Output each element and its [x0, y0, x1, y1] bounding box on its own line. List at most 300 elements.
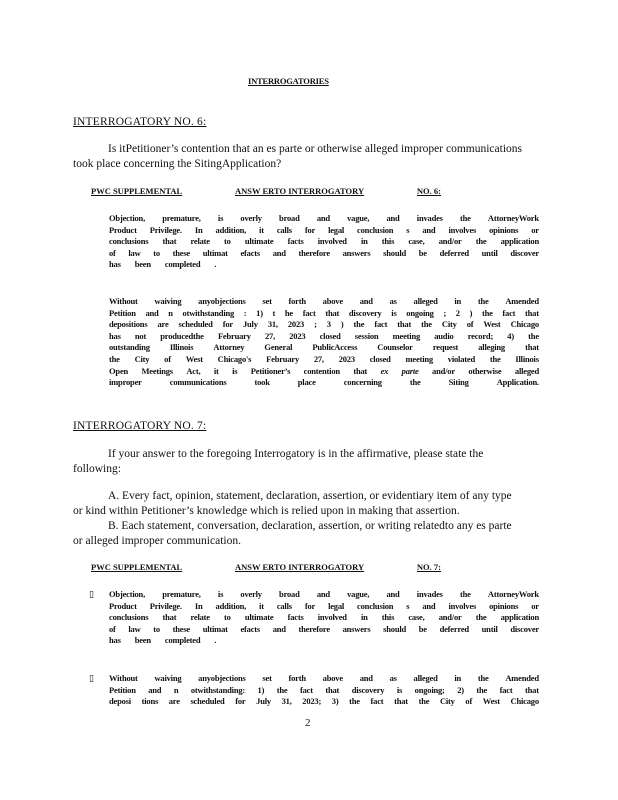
word: discovery — [351, 684, 385, 695]
bullet-icon: ▯ — [89, 589, 94, 599]
word: has — [109, 330, 121, 341]
word: audio — [434, 330, 454, 341]
word: Product — [109, 224, 137, 235]
word: to — [153, 623, 160, 634]
word: addition, — [215, 600, 247, 611]
word: 3 — [326, 319, 331, 330]
word: efacts — [240, 623, 261, 634]
word: involved — [317, 236, 347, 247]
word: of — [465, 696, 473, 707]
word: law — [128, 623, 141, 634]
word: Chicago's — [217, 353, 252, 364]
word: the — [276, 684, 288, 695]
bullet-icon: ▯ — [89, 673, 94, 683]
word: Attorney — [213, 342, 245, 353]
word: discovery — [348, 307, 382, 318]
word: ongoing; — [414, 684, 445, 695]
word: ) — [340, 319, 344, 330]
word: General — [264, 342, 293, 353]
question-line-text: If your answer to the foregoing Interrogatory is in the affirmative, please state the — [108, 448, 484, 460]
word: until — [481, 247, 498, 258]
word: Meetings — [141, 365, 173, 376]
word: and — [316, 589, 330, 599]
word: is — [232, 365, 238, 376]
word: case, — [408, 236, 425, 247]
word: Open — [109, 365, 129, 376]
word: Illinois — [169, 342, 194, 353]
word: facts — [287, 236, 304, 247]
word: otherwise — [468, 365, 502, 376]
question-line-text: or alleged improper communication. — [73, 535, 241, 547]
word: and — [316, 213, 330, 223]
word: West — [185, 353, 203, 364]
word: Act, — [186, 365, 201, 376]
word: otwithstanding: — [190, 684, 246, 695]
word: that — [525, 307, 539, 318]
word: 4) — [507, 330, 514, 341]
response-line — [109, 331, 539, 343]
word: and — [422, 224, 436, 235]
word: to — [153, 247, 160, 258]
word: be — [418, 247, 427, 258]
word: meeting — [392, 330, 421, 341]
word: the — [477, 673, 489, 683]
word: AttorneyWork — [487, 589, 539, 599]
word: opinions — [489, 600, 519, 611]
word: calls — [276, 224, 292, 235]
word: answers — [342, 623, 371, 634]
word: parte — [401, 365, 419, 376]
response-line — [109, 685, 539, 697]
word: for — [222, 319, 233, 330]
response-6-contention — [109, 296, 539, 389]
interrogatory-7-question — [73, 448, 541, 550]
word: conclusion — [357, 224, 394, 235]
response-line — [109, 296, 539, 308]
word: and — [148, 684, 162, 695]
response-line — [109, 225, 539, 237]
word: ; — [443, 307, 447, 318]
word: 2023 — [289, 330, 306, 341]
word: that — [162, 612, 177, 623]
word: should — [383, 623, 407, 634]
word: premature, — [162, 589, 201, 599]
response-line — [109, 635, 539, 647]
word: depositions — [109, 319, 148, 330]
interrogatory-7-label: INTERROGATORY NO. 7: — [73, 420, 207, 432]
word: for — [304, 600, 316, 611]
word: it — [259, 600, 264, 611]
word: Objection, — [109, 213, 146, 223]
word: 1) — [256, 307, 263, 318]
word: is — [391, 307, 397, 318]
word: 2023 — [338, 353, 355, 364]
word: broad — [279, 589, 300, 599]
word: until — [481, 623, 498, 634]
word: are — [157, 319, 169, 330]
word: ; — [314, 319, 317, 330]
word: fact — [302, 307, 316, 318]
word: ultimate — [244, 612, 274, 623]
word: and — [422, 600, 436, 611]
word: and — [386, 589, 400, 599]
word: In — [194, 600, 203, 611]
word: Amended — [505, 296, 539, 306]
word: ) — [469, 307, 473, 318]
word: conclusion — [357, 600, 394, 611]
word: n — [173, 684, 179, 695]
word: involves — [448, 600, 477, 611]
word: February — [266, 353, 299, 364]
word: July — [242, 319, 258, 330]
word: invades — [416, 213, 443, 223]
word: PublicAccess — [312, 342, 358, 353]
word: to — [224, 236, 231, 247]
word: in — [454, 673, 462, 683]
word: set — [262, 296, 272, 306]
word: ultimat — [202, 247, 228, 258]
word: overly — [240, 213, 262, 223]
word: alleged — [413, 296, 438, 306]
word: In — [194, 224, 203, 235]
word: and — [272, 247, 286, 258]
word: been — [134, 259, 151, 270]
word: conclusions — [109, 612, 149, 623]
word: Privilege. — [149, 224, 182, 235]
word: has — [109, 635, 121, 646]
word: Privilege. — [149, 600, 182, 611]
word: is — [217, 213, 224, 223]
word: conclusions — [109, 236, 149, 247]
word: fact — [499, 684, 513, 695]
word: request — [432, 342, 459, 353]
word: ongoing — [406, 307, 434, 318]
question-line — [73, 490, 541, 505]
word: in — [360, 236, 368, 247]
word: vague, — [347, 213, 370, 223]
word: Illinois — [515, 353, 539, 364]
word: alleging — [478, 342, 505, 353]
word: tions — [141, 696, 159, 707]
word: discover — [510, 247, 539, 258]
word: Chicago — [510, 319, 539, 330]
response-line — [109, 612, 539, 624]
page-number: 2 — [305, 717, 311, 729]
word: premature, — [162, 213, 201, 223]
question-line — [73, 143, 541, 158]
response-heading-mid: ANSW ERTO INTERROGATORY — [235, 562, 365, 572]
word: Application. — [496, 377, 539, 388]
word: . — [214, 259, 217, 270]
question-line-text: following: — [73, 463, 121, 475]
response-line — [109, 696, 539, 708]
word: should — [383, 247, 407, 258]
word: invades — [416, 589, 443, 599]
response-line — [109, 213, 539, 225]
word: overly — [240, 589, 262, 599]
word: 31, — [281, 696, 292, 707]
word: communications — [169, 377, 227, 388]
word: s — [406, 600, 410, 611]
word: scheduled — [190, 696, 225, 707]
word: is — [217, 589, 224, 599]
word: that — [525, 342, 539, 353]
word: involved — [317, 612, 347, 623]
word: Product — [109, 600, 137, 611]
word: been — [134, 635, 151, 646]
word: fact — [374, 319, 388, 330]
word: 3) — [331, 696, 339, 707]
word: otwithstanding — [182, 307, 235, 318]
word: therefore — [298, 623, 330, 634]
word: and — [359, 673, 373, 683]
word: law — [128, 247, 141, 258]
word: waiving — [154, 673, 182, 683]
response-heading-left: PWC SUPPLEMENTAL — [91, 186, 183, 196]
response-7-contention — [109, 673, 539, 708]
word: case, — [408, 612, 425, 623]
word: the — [418, 696, 430, 707]
word: and/or — [438, 612, 462, 623]
word: that — [162, 236, 177, 247]
word: that — [525, 684, 539, 695]
question-line-text: Is itPetitioner’s contention that an es parte or otherwise alleged improper communications — [108, 143, 522, 155]
word: producedthe — [160, 330, 204, 341]
word: or — [531, 224, 539, 235]
question-line — [73, 535, 541, 550]
question-line-text: took place concerning the SitingApplication? — [73, 158, 282, 170]
word: place — [297, 377, 316, 388]
response-line — [109, 354, 539, 366]
word: it — [213, 365, 219, 376]
word: alleged — [413, 673, 438, 683]
word: Petition — [109, 307, 136, 318]
word: AttorneyWork — [487, 213, 539, 223]
word: Objection, — [109, 589, 146, 599]
response-line — [109, 308, 539, 320]
word: set — [262, 673, 272, 683]
word: opinions — [489, 224, 519, 235]
word: that — [325, 307, 340, 318]
word: outstanding — [109, 342, 150, 353]
word: Without — [109, 673, 138, 683]
word: discover — [510, 623, 539, 634]
response-heading-right: NO. 6: — [416, 186, 441, 196]
word: these — [172, 623, 191, 634]
word: of — [109, 247, 116, 258]
word: and/or — [432, 365, 455, 376]
word: vague, — [347, 589, 370, 599]
word: City — [441, 319, 457, 330]
response-line — [109, 377, 539, 389]
word: 27, — [265, 330, 276, 341]
word: meeting — [405, 353, 433, 364]
word: record; — [467, 330, 494, 341]
word: the — [349, 696, 360, 707]
word: above — [322, 296, 343, 306]
word: efacts — [240, 247, 261, 258]
response-line — [109, 366, 539, 378]
word: for — [235, 696, 246, 707]
word: addition, — [215, 224, 247, 235]
word: forth — [288, 296, 306, 306]
word: of — [164, 353, 171, 364]
word: deferred — [439, 623, 469, 634]
word: as — [389, 296, 397, 306]
word: application — [500, 612, 539, 623]
interrogatory-6-question — [73, 143, 541, 173]
word: July — [256, 696, 271, 707]
word: deposi — [109, 696, 131, 707]
word: 27, — [313, 353, 324, 364]
response-6-objection — [109, 213, 539, 271]
word: the — [481, 307, 493, 318]
word: 31, — [267, 319, 278, 330]
word: 2) — [457, 684, 464, 695]
response-line — [109, 319, 539, 331]
word: fact — [502, 307, 516, 318]
word: not — [134, 330, 147, 341]
response-6-heading — [91, 186, 441, 196]
word: and — [272, 623, 286, 634]
word: fact — [370, 696, 384, 707]
response-heading-right: NO. 7: — [416, 562, 441, 572]
word: deferred — [439, 247, 469, 258]
word: the — [459, 213, 471, 223]
word: the — [109, 353, 120, 364]
response-line — [109, 259, 539, 271]
question-line — [73, 463, 541, 478]
word: concerning — [343, 377, 382, 388]
word: Siting — [448, 377, 469, 388]
word: ex — [380, 365, 389, 376]
word: involves — [448, 224, 477, 235]
word: City — [134, 353, 150, 364]
word: alleged — [514, 365, 539, 376]
word: broad — [279, 213, 300, 223]
word: this — [381, 236, 395, 247]
word: relate — [190, 612, 210, 623]
word: the — [459, 589, 471, 599]
word: for — [304, 224, 316, 235]
word: be — [418, 623, 427, 634]
word: the — [421, 319, 432, 330]
word: violated — [447, 353, 475, 364]
word: and — [386, 213, 400, 223]
word: it — [259, 224, 264, 235]
interrogatory-6-label: INTERROGATORY NO. 6: — [73, 116, 207, 128]
word: legal — [328, 600, 345, 611]
word: above — [322, 673, 343, 683]
word: the — [475, 236, 487, 247]
question-line-text: B. Each statement, conversation, declaration, assertion, or writing relatedto any es parte — [108, 520, 512, 532]
word: 2023; — [302, 696, 322, 707]
word: the — [528, 330, 539, 341]
response-line — [109, 624, 539, 636]
word: application — [500, 236, 539, 247]
word: n — [168, 307, 173, 318]
word: as — [389, 673, 397, 683]
word: of — [466, 319, 474, 330]
word: t — [272, 307, 276, 318]
word: calls — [276, 600, 292, 611]
response-7-objection — [109, 589, 539, 647]
word: in — [454, 296, 462, 306]
word: closed — [319, 330, 341, 341]
word: 2 — [455, 307, 460, 318]
word: fact — [299, 684, 313, 695]
word: Petitioner’s — [250, 365, 291, 376]
word: the — [409, 377, 421, 388]
word: 1) — [257, 684, 265, 695]
word: therefore — [298, 247, 330, 258]
word: Without — [109, 296, 138, 306]
word: legal — [328, 224, 345, 235]
word: the — [476, 684, 488, 695]
word: and — [145, 307, 159, 318]
word: forth — [288, 673, 306, 683]
page-heading: INTERROGATORIES — [248, 76, 329, 86]
word: West — [483, 319, 501, 330]
question-line-text: A. Every fact, opinion, statement, declaration, assertion, or evidentiary item of any type — [108, 490, 512, 502]
word: February — [217, 330, 251, 341]
word: contention — [303, 365, 340, 376]
word: : — [243, 307, 247, 318]
response-7-heading — [91, 562, 441, 572]
word: in — [360, 612, 368, 623]
response-heading-left: PWC SUPPLEMENTAL — [91, 562, 183, 572]
word: Amended — [505, 673, 539, 683]
word: the — [489, 353, 501, 364]
word: anyobjections — [198, 296, 246, 306]
word: or — [531, 600, 539, 611]
response-line — [109, 342, 539, 354]
word: these — [172, 247, 191, 258]
question-line — [73, 158, 541, 173]
word: he — [284, 307, 294, 318]
response-line — [109, 673, 539, 685]
word: is — [396, 684, 403, 695]
word: of — [109, 623, 116, 634]
response-line — [109, 248, 539, 260]
word: and/or — [438, 236, 462, 247]
word: that — [397, 319, 412, 330]
word: Chicago — [510, 696, 539, 707]
question-line — [73, 505, 541, 520]
response-heading-mid: ANSW ERTO INTERROGATORY — [235, 186, 365, 196]
word: 2023 — [287, 319, 305, 330]
word: and — [359, 296, 373, 306]
word: the — [475, 612, 487, 623]
word: West — [482, 696, 500, 707]
word: the — [353, 319, 365, 330]
word: completed — [164, 635, 201, 646]
word: that — [353, 365, 368, 376]
word: ultimat — [202, 623, 228, 634]
word: to — [224, 612, 231, 623]
word: closed — [369, 353, 391, 364]
response-line — [109, 589, 539, 601]
word: took — [254, 377, 270, 388]
word: this — [381, 612, 395, 623]
question-line-text: or kind within Petitioner’s knowledge which is relied upon in making that assertion. — [73, 505, 460, 517]
question-line — [73, 448, 541, 463]
word: completed — [164, 259, 201, 270]
word: answers — [342, 247, 371, 258]
word: improper — [109, 377, 142, 388]
response-line — [109, 601, 539, 613]
word: are — [168, 696, 180, 707]
